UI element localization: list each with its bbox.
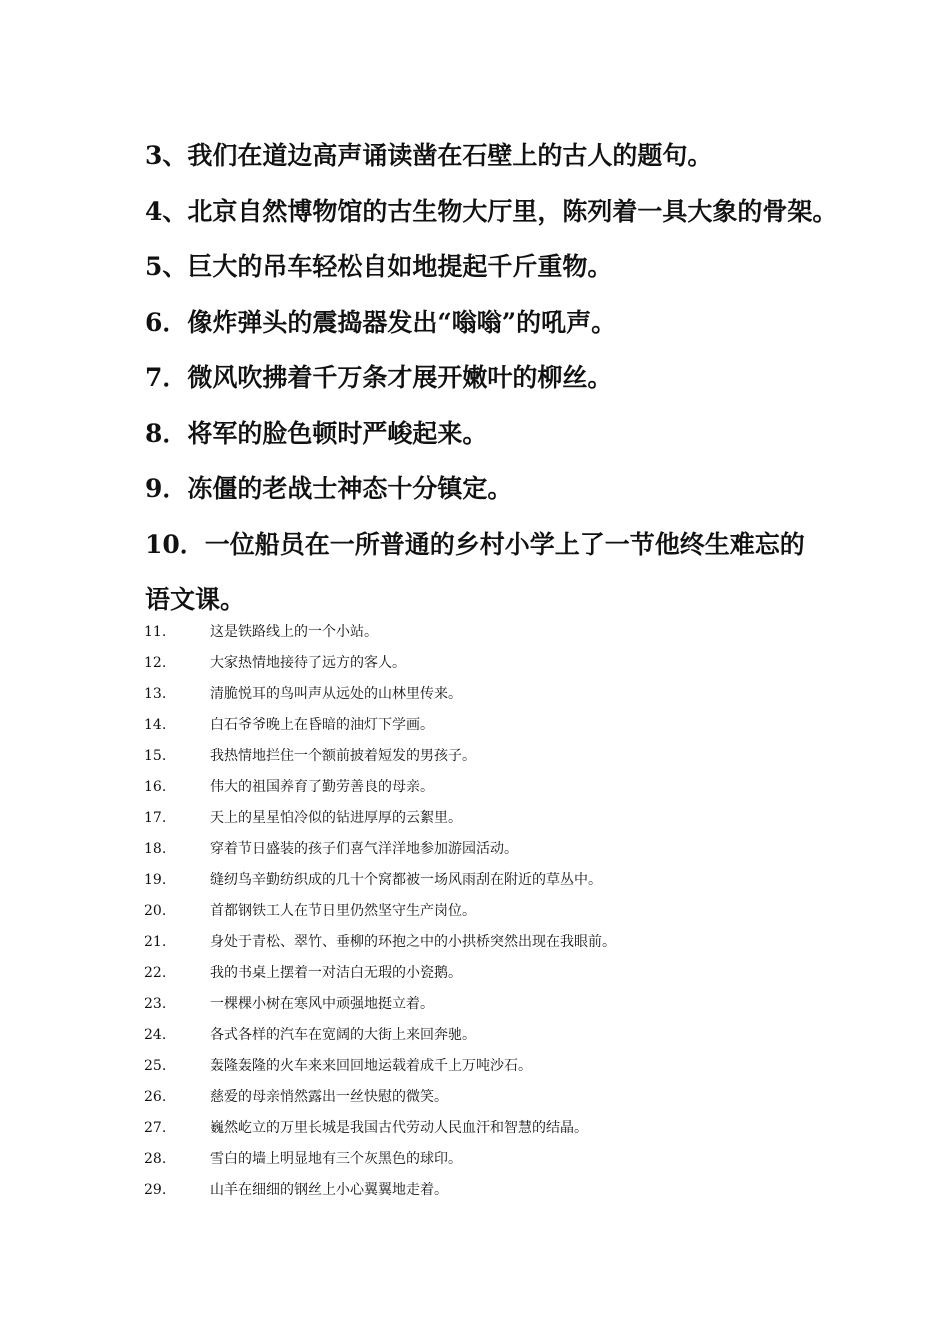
sentence-item — [145, 128, 845, 184]
item-number: 20. — [144, 903, 167, 919]
item-number: 29. — [144, 1182, 167, 1198]
sentence-item — [145, 517, 820, 628]
sentence-item — [145, 184, 845, 240]
item-number: 13. — [144, 686, 167, 702]
item-text: 我的书桌上摆着一对洁白无瑕的小瓷鹅。 — [210, 965, 462, 981]
sentence-text: 10．一位船员在一所普通的乡村小学上了一节他终生难忘的语文课。 — [145, 529, 805, 614]
item-number: 17. — [144, 810, 167, 826]
item-number: 27. — [144, 1120, 167, 1136]
item-text: 我热情地拦住一个额前披着短发的男孩子。 — [210, 748, 476, 764]
list-item — [144, 1144, 844, 1175]
sentence-text: 9．冻僵的老战士神态十分镇定。 — [145, 474, 513, 503]
list-item — [144, 1175, 844, 1206]
item-number: 15. — [144, 748, 167, 764]
list-item — [144, 803, 844, 834]
item-text: 慈爱的母亲悄然露出一丝快慰的微笑。 — [210, 1089, 448, 1105]
list-item — [144, 927, 844, 958]
sentence-item — [145, 350, 845, 406]
item-text: 山羊在细细的钢丝上小心翼翼地走着。 — [210, 1182, 448, 1198]
list-item — [144, 1051, 844, 1082]
item-number: 26. — [144, 1089, 167, 1105]
item-number: 22. — [144, 965, 167, 981]
sentence-text: 8．将军的脸色顿时严峻起来。 — [145, 418, 488, 448]
item-number: 25. — [144, 1058, 167, 1074]
item-text: 清脆悦耳的鸟叫声从远处的山林里传来。 — [210, 686, 462, 702]
item-text: 这是铁路线上的一个小站。 — [210, 624, 378, 640]
list-item — [144, 741, 844, 772]
item-text: 各式各样的汽车在宽阔的大街上来回奔驰。 — [210, 1027, 476, 1043]
item-number: 16. — [144, 779, 167, 795]
list-item — [144, 1082, 844, 1113]
sentence-item — [145, 295, 845, 351]
list-item — [144, 679, 844, 710]
sentence-item — [145, 406, 845, 462]
item-text: 白石爷爷晚上在昏暗的油灯下学画。 — [210, 717, 434, 733]
sentence-text: 6．像炸弹头的震捣器发出“嗡嗡”的吼声。 — [145, 307, 617, 337]
item-text: 伟大的祖国养育了勤劳善良的母亲。 — [210, 779, 434, 795]
list-item — [144, 958, 844, 989]
item-text: 天上的星星怕冷似的钻进厚厚的云絮里。 — [210, 810, 462, 826]
item-text: 巍然屹立的万里长城是我国古代劳动人民血汗和智慧的结晶。 — [210, 1120, 588, 1136]
list-item — [144, 865, 844, 896]
list-item — [144, 772, 844, 803]
item-text: 身处于青松、翠竹、垂柳的环抱之中的小拱桥突然出现在我眼前。 — [210, 934, 616, 950]
item-number: 12. — [144, 655, 167, 671]
list-item — [144, 710, 844, 741]
item-number: 23. — [144, 996, 167, 1012]
list-item — [144, 896, 844, 927]
list-item — [144, 834, 844, 865]
sentence-text: 5、巨大的吊车轻松自如地提起千斤重物。 — [145, 252, 613, 281]
item-number: 28. — [144, 1151, 167, 1167]
item-number: 18. — [144, 841, 167, 857]
item-number: 14. — [144, 717, 167, 733]
list-item — [144, 989, 844, 1020]
item-text: 穿着节日盛装的孩子们喜气洋洋地参加游园活动。 — [210, 841, 518, 857]
list-item — [144, 617, 844, 648]
sentence-text: 3、我们在道边高声诵读凿在石壁上的古人的题句。 — [145, 141, 713, 170]
small-sentence-list — [144, 617, 844, 1206]
item-number: 21. — [144, 934, 167, 950]
item-number: 24. — [144, 1027, 167, 1043]
item-text: 首都钢铁工人在节日里仍然坚守生产岗位。 — [210, 903, 476, 919]
list-item — [144, 1020, 844, 1051]
list-item — [144, 648, 844, 679]
list-item — [144, 1113, 844, 1144]
item-text: 一棵棵小树在寒风中顽强地挺立着。 — [210, 996, 434, 1012]
item-number: 19. — [144, 872, 167, 888]
item-number: 11. — [144, 624, 167, 640]
sentence-item — [145, 461, 845, 517]
sentence-item — [145, 239, 845, 295]
item-text: 轰隆轰隆的火车来来回回地运载着成千上万吨沙石。 — [210, 1058, 532, 1074]
large-sentence-list — [145, 128, 845, 628]
item-text: 缝纫鸟辛勤纺织成的几十个窝都被一场风雨刮在附近的草丛中。 — [210, 872, 602, 888]
item-text: 雪白的墙上明显地有三个灰黑色的球印。 — [210, 1151, 462, 1167]
sentence-text: 4、北京自然博物馆的古生物大厅里，陈列着一具大象的骨架。 — [145, 196, 838, 226]
sentence-text: 7．微风吹拂着千万条才展开嫩叶的柳丝。 — [145, 363, 613, 392]
item-text: 大家热情地接待了远方的客人。 — [210, 655, 406, 671]
